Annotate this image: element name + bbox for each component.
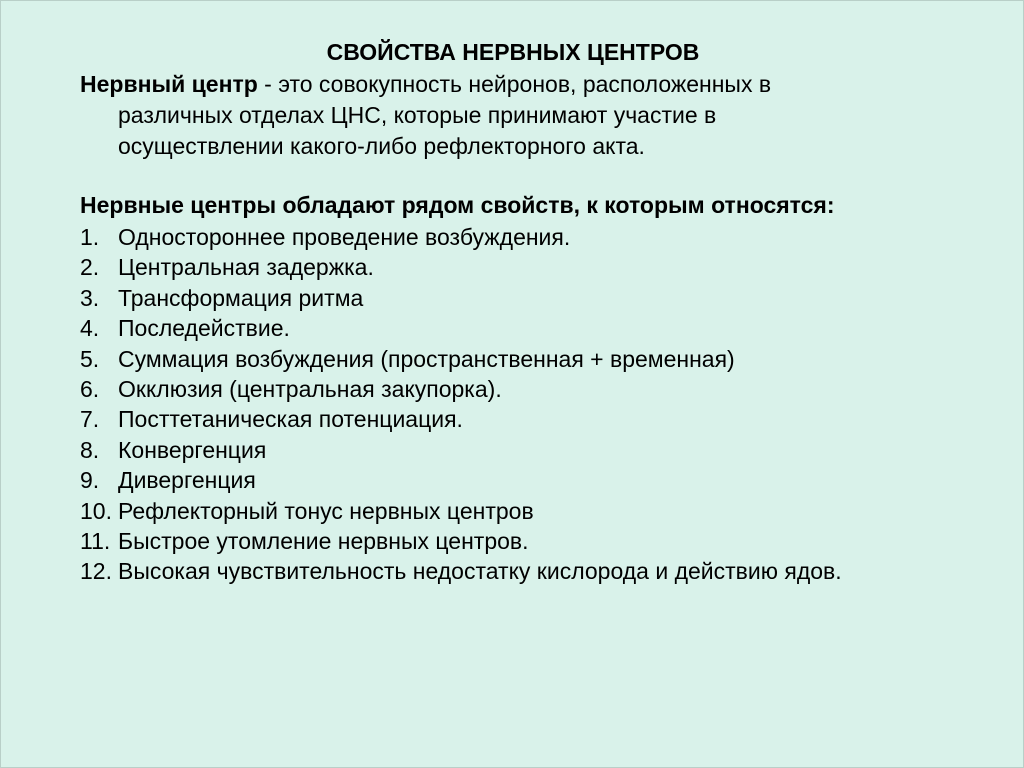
definition-paragraph bbox=[80, 69, 880, 162]
list-item-number: 10. bbox=[80, 497, 112, 524]
definition-line-1 bbox=[80, 69, 880, 100]
list-item bbox=[80, 252, 842, 282]
list-item bbox=[80, 404, 842, 434]
list-item-number: 8. bbox=[80, 436, 100, 463]
list-item-number: 6. bbox=[80, 375, 100, 402]
list-item bbox=[80, 283, 842, 313]
list-item bbox=[80, 374, 842, 404]
definition-line-2: различных отделах ЦНС, которые принимают участие в bbox=[118, 102, 717, 128]
list-item-text: Суммация возбуждения (пространственная + временная) bbox=[118, 345, 735, 372]
list-item-text: Посттетаническая потенциация. bbox=[118, 406, 463, 433]
list-item-number: 3. bbox=[80, 284, 100, 311]
list-item bbox=[80, 465, 842, 495]
list-item-text: Конвергенция bbox=[118, 436, 267, 463]
list-item-text: Окклюзия (центральная закупорка). bbox=[118, 375, 502, 402]
list-item-number: 4. bbox=[80, 315, 100, 342]
list-item-text: Последействие. bbox=[118, 315, 290, 342]
list-item-text: Трансформация ритма bbox=[118, 284, 364, 311]
list-item-text: Быстрое утомление нервных центров. bbox=[118, 527, 529, 554]
list-item bbox=[80, 222, 842, 252]
list-item-number: 2. bbox=[80, 254, 100, 281]
list-item-text: Рефлекторный тонус нервных центров bbox=[118, 497, 534, 524]
list-item-number: 11. bbox=[80, 527, 111, 554]
definition-line-1-text: - это совокупность нейронов, расположенных в bbox=[257, 71, 772, 97]
list-item-number: 7. bbox=[80, 406, 100, 433]
properties-list bbox=[80, 222, 842, 587]
properties-intro: Нервные центры обладают рядом свойств, к которым относятся: bbox=[80, 192, 835, 218]
list-item-number: 1. bbox=[80, 224, 100, 250]
list-item-text: Одностороннее проведение возбуждения. bbox=[118, 224, 571, 250]
list-item-number: 9. bbox=[80, 467, 100, 494]
list-item-number: 12. bbox=[80, 558, 112, 585]
list-item-text: Высокая чувствительность недостатку кислорода и действию ядов. bbox=[118, 558, 842, 585]
definition-line-3: осуществлении какого-либо рефлекторного акта. bbox=[118, 133, 645, 159]
slide-title: СВОЙСТВА НЕРВНЫХ ЦЕНТРОВ bbox=[326, 39, 700, 65]
list-item bbox=[80, 435, 842, 465]
list-item bbox=[80, 313, 842, 343]
list-item bbox=[80, 556, 842, 586]
list-item-number: 5. bbox=[80, 345, 100, 372]
list-item-text: Центральная задержка. bbox=[118, 254, 374, 281]
list-item bbox=[80, 344, 842, 374]
list-item bbox=[80, 526, 842, 556]
list-item bbox=[80, 496, 842, 526]
list-item-text: Дивергенция bbox=[118, 467, 256, 494]
definition-term: Нервный центр bbox=[80, 71, 258, 97]
